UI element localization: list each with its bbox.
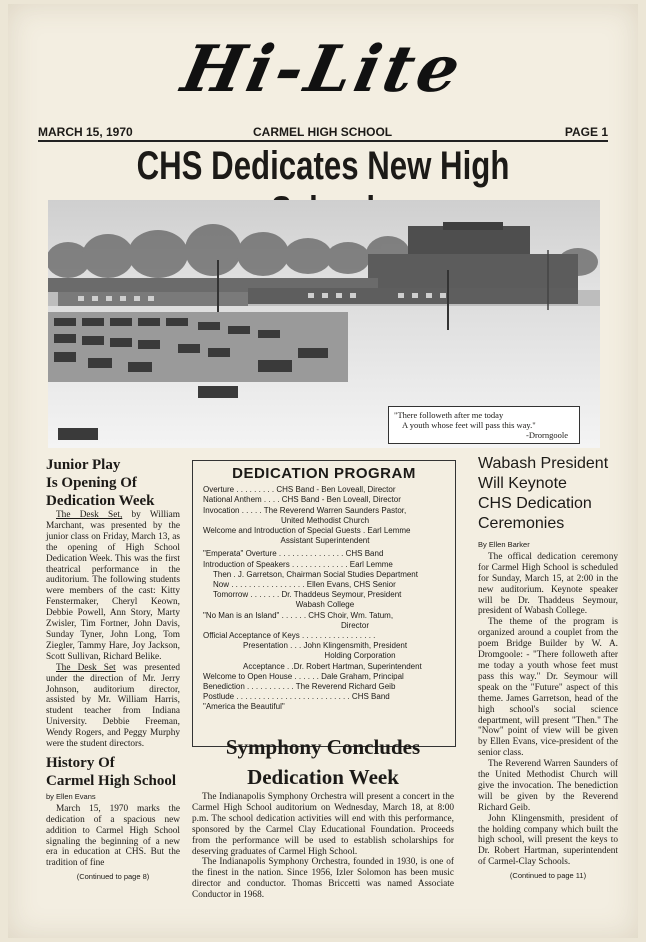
program-item: Tomorrow . . . . . . . Dr. Thaddeus Seymour, President [213, 590, 402, 600]
program-item: Official Acceptance of Keys . . . . . . . . . . . . . . . . . [203, 631, 376, 641]
program-items [193, 485, 455, 712]
program-item: Presentation . . . John Klingensmith, President [243, 641, 408, 651]
junior-play-title-1: Junior Play [46, 457, 121, 473]
program-item: Overture . . . . . . . . . CHS Band - Ben Loveall, Director [203, 485, 396, 495]
history-byline: by Ellen Evans [46, 791, 96, 801]
program-item: Introduction of Speakers . . . . . . . . . . . . . Earl Lemme [203, 559, 393, 569]
program-item: Postlude . . . . . . . . . . . . . . . . . . . . . . . . . . CHS Band [203, 692, 390, 702]
masthead-logo: Hi-Lite [175, 32, 471, 107]
wabash-title-1: Wabash President [478, 455, 609, 472]
dedication-program-box [192, 460, 456, 747]
junior-play-paragraph-2: The Desk Set was presented under the direction of Mr. Jerry Johnson, auditorium director, assisted by Mr. William Harris, student teacher from Indiana University. Debbie Freeman, Wendy Rogers, and Peggy Murphy were the student directors. [46, 662, 181, 750]
program-item: Assistant Superintendent [280, 536, 370, 546]
wabash-continued: (Continued to page 11) [509, 871, 587, 881]
program-item: Welcome and Introduction of Special Guests . Earl Lemme [203, 526, 411, 536]
junior-play-paragraph-1: The Desk Set, by William Marchant, was presented by the junior class on Friday, March 13, as the opening of High School Dedication Week. This was the first theatrical performance in the auditorium. The following students were members of the cast: Kitty Fenstermaker, Cheryl Keown, Debbie Powell, Ann Story, Marty Zwisler, Tim Fortner, John Davis, Sunday Tyner, John Long, Tom Ziegler, Tammy Hare, Joy Jackson, Scott Sullivan, Richard Belike. [46, 510, 180, 662]
photo-caption [388, 406, 580, 444]
history-title-2: Carmel High School [46, 772, 176, 789]
symphony-title-2: Dedication Week [247, 765, 399, 789]
history-continued: (Continued to page 8) [76, 872, 150, 882]
wabash-title-4: Ceremonies [478, 515, 565, 532]
program-item: "America the Beautiful" [203, 702, 285, 712]
program-item: Acceptance . .Dr. Robert Hartman, Superintendent [243, 661, 422, 671]
program-item: Benediction . . . . . . . . . . . The Reverend Richard Geib [203, 682, 396, 692]
header-rule [38, 140, 608, 142]
wabash-paragraph-3: The Reverend Warren Saunders of the United Methodist Church will give the invocation. The benediction will be given by the Reverend Richard Geib. [478, 759, 618, 813]
school-name: CARMEL HIGH SCHOOL [253, 125, 393, 139]
program-item: "Emperata" Overture . . . . . . . . . . . . . . . CHS Band [203, 549, 384, 559]
play-title-ref: The Desk Set, [56, 510, 123, 520]
wabash-title-3: CHS Dedication [478, 495, 592, 512]
program-item: United Methodist Church [280, 515, 370, 525]
page-number: PAGE 1 [564, 125, 608, 139]
caption-attribution: -Drorngoole [525, 430, 568, 440]
symphony-article [192, 792, 454, 901]
symphony-headline [192, 732, 454, 792]
program-item: Welcome to Open House . . . . . . Dale Graham, Principal [203, 671, 404, 681]
junior-play-title-3: Dedication Week [46, 493, 155, 509]
symphony-paragraph-2: The Indianapolis Symphony Orchestra, founded in 1930, is one of the finest in the nation. Since 1956, Izler Solomon has been music director and conductor. Thomas Briccetti was named Associate Conductor in 1968. [192, 857, 454, 901]
caption-line-1: "There followeth after me today [394, 410, 504, 420]
junior-play-title-2: Is Opening Of [46, 475, 137, 491]
wabash-headline [478, 454, 628, 534]
left-column [46, 456, 180, 883]
wabash-paragraph-1: The offical dedication ceremony for Carmel High School is scheduled for Sunday, March 15, at 2:00 in the new auditorium. Keynote speaker will be Dr. Thaddeus Seymour, president of Wabash College. [478, 551, 618, 617]
symphony-paragraph-1: The Indianapolis Symphony Orchestra will present a concert in the Carmel High School auditorium on Wednesday, March 18, at 8:00 p.m. The school dedication activities will end with this performance, sponsored by the Carmel Clay Educational Foundation. Proceeds from the performance will be used to establish scholarships for deserving graduates of Carmel High School. [192, 792, 454, 857]
history-title-1: History Of [46, 754, 115, 771]
program-item: Now . . . . . . . . . . . . . . . . . Ellen Evans, CHS Senior [213, 580, 396, 590]
wabash-paragraph-2: The theme of the program is organized around a couplet from the poem Bridge Builder by W. A. Dromgoole: - "There followeth after me today a youth whose feet must pass this way." Dr. Seymour will speak on the "Future" aspect of this theme. James Garretson, head of the high school's social science department, will present "Then." The "Now" point of view will be given by Ellen Evans, vice-president of the senior class. [478, 617, 618, 759]
program-item: Wabash College [295, 600, 355, 610]
play-title-ref-2: The Desk Set [56, 662, 116, 673]
program-item: Holding Corporation [324, 651, 396, 661]
issue-date: MARCH 15, 1970 [38, 125, 133, 139]
symphony-title-1: Symphony Concludes [225, 735, 421, 759]
main-headline: CHS Dedicates New High [136, 144, 510, 188]
program-title: DEDICATION PROGRAM [232, 465, 416, 482]
program-item: Director [340, 620, 369, 630]
wabash-paragraph-4: John Klingensmith, president of the holding company which built the high school, will present the keys to Dr. Robert Hartman, superintendent of Carmel-Clay Schools. [478, 813, 618, 868]
newspaper-page [8, 4, 638, 938]
caption-line-2: A youth whose feet will pass this way." [402, 420, 536, 430]
wabash-article [478, 538, 618, 882]
wabash-title-2: Will Keynote [478, 475, 567, 492]
wabash-byline: By Ellen Barker [478, 540, 530, 549]
program-item: Then . J. Garretson, Chairman Social Studies Department [213, 569, 418, 579]
program-item: National Anthem . . . . CHS Band - Ben Loveall, Director [203, 495, 401, 505]
program-item: Invocation . . . . . The Reverend Warren Saunders Pastor, [203, 505, 407, 515]
history-paragraph-1: March 15, 1970 marks the dedication of a spacious new addition to Carmel High School signaling the beginning of a new era in education at CHS. But the tradition of fine [46, 803, 180, 869]
program-item: "No Man is an Island" . . . . . . CHS Choir, Wm. Tatum, [203, 610, 394, 620]
